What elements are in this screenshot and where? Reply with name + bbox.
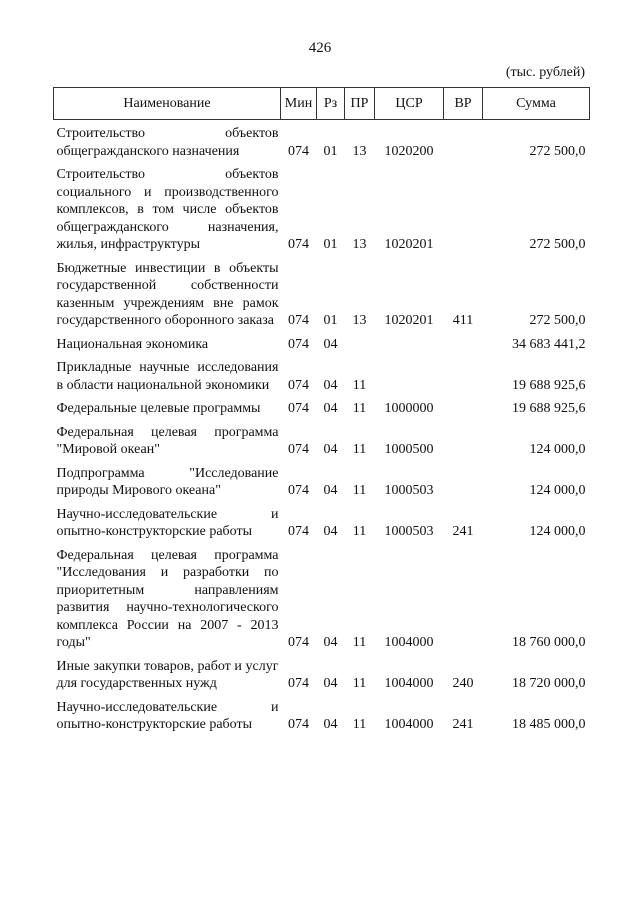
header-pr: ПР	[345, 88, 375, 120]
row-csr: 1000503	[384, 483, 434, 498]
header-vr: ВР	[444, 88, 483, 120]
row-pr: 13	[352, 313, 367, 328]
row-sum: 272 500,0	[529, 313, 586, 328]
row-vr	[444, 161, 483, 255]
row-name: Федеральные целевые программы	[56, 401, 261, 416]
row-csr: 1004000	[384, 676, 434, 691]
row-rz: 04	[323, 336, 338, 352]
row-pr: 11	[352, 717, 367, 732]
row-vr: 241	[452, 524, 474, 539]
row-vr: 240	[452, 676, 474, 691]
units-label: (тыс. рублей)	[505, 65, 585, 80]
row-csr	[375, 331, 444, 355]
row-sum: 18 760 000,0	[512, 635, 586, 650]
row-min: 074	[288, 635, 309, 650]
table-row	[54, 653, 590, 694]
row-vr	[444, 460, 483, 501]
header-name: Наименование	[54, 88, 281, 120]
table-row	[54, 460, 590, 501]
row-sum: 18 485 000,0	[512, 717, 586, 732]
row-pr: 11	[352, 442, 367, 457]
row-name: Федеральная целевая программа "Мировой океан"	[56, 424, 279, 457]
row-min: 074	[288, 336, 309, 352]
row-csr: 1004000	[384, 717, 434, 732]
row-sum: 19 688 925,6	[512, 401, 586, 416]
row-csr: 1000503	[384, 524, 434, 539]
row-min: 074	[288, 313, 309, 328]
row-csr: 1004000	[384, 635, 434, 650]
header-sum: Сумма	[483, 88, 590, 120]
row-pr: 11	[352, 401, 367, 416]
row-vr	[444, 419, 483, 460]
header-csr: ЦСР	[375, 88, 444, 120]
row-sum: 34 683 441,2	[512, 336, 586, 352]
row-vr: 241	[452, 717, 474, 732]
header-rz: Рз	[317, 88, 345, 120]
row-vr	[444, 395, 483, 419]
row-name: Федеральная целевая программа "Исследования и разработки по приоритетным направлениям развития научно-технологического комплекса России на 2007 - 2013 годы"	[56, 547, 279, 650]
row-csr: 1020201	[384, 237, 434, 252]
row-min: 074	[288, 676, 309, 691]
row-sum: 124 000,0	[529, 524, 586, 539]
row-name: Подпрограмма "Исследование природы Мирового океана"	[56, 465, 279, 498]
row-name: Строительство объектов социального и производственного комплексов, в том числе объектов общегражданского назначения, жилья, инфраструктуры	[56, 167, 279, 252]
row-pr: 11	[352, 377, 367, 393]
table-row	[54, 255, 590, 331]
row-sum: 18 720 000,0	[512, 676, 586, 691]
row-pr: 11	[352, 483, 367, 498]
row-vr	[444, 542, 483, 653]
row-name: Научно-исследовательские и опытно-конструкторские работы	[56, 506, 279, 539]
row-sum: 272 500,0	[529, 237, 586, 252]
row-rz: 04	[323, 442, 338, 457]
table-header-row	[54, 88, 590, 120]
row-csr	[375, 354, 444, 395]
row-rz: 04	[323, 401, 338, 416]
row-sum: 272 500,0	[529, 143, 586, 159]
row-vr	[444, 331, 483, 355]
table-row	[54, 354, 590, 395]
row-rz: 01	[323, 143, 338, 159]
row-rz: 01	[323, 237, 338, 252]
row-sum: 19 688 925,6	[512, 377, 586, 393]
table-row	[54, 694, 590, 735]
row-sum: 124 000,0	[529, 483, 586, 498]
row-vr: 411	[452, 313, 474, 328]
table-row	[54, 395, 590, 419]
table-row	[54, 331, 590, 355]
row-rz: 04	[323, 717, 338, 732]
table-row	[54, 419, 590, 460]
row-name: Строительство объектов общегражданского назначения	[56, 126, 279, 159]
row-rz: 04	[323, 676, 338, 691]
row-pr: 13	[352, 143, 367, 159]
row-min: 074	[288, 442, 309, 457]
row-pr: 13	[352, 237, 367, 252]
row-vr	[444, 120, 483, 162]
row-name: Прикладные научные исследования в области национальной экономики	[56, 360, 279, 393]
row-pr: 11	[352, 524, 367, 539]
row-min: 074	[288, 401, 309, 416]
row-name: Иные закупки товаров, работ и услуг для государственных нужд	[56, 658, 279, 691]
table-row	[54, 542, 590, 653]
row-rz: 04	[323, 524, 338, 539]
row-pr: 11	[352, 676, 367, 691]
row-csr: 1020200	[384, 143, 434, 159]
row-pr: 11	[352, 635, 367, 650]
row-csr: 1000000	[384, 401, 434, 416]
row-name: Национальная экономика	[56, 336, 209, 352]
row-min: 074	[288, 237, 309, 252]
row-name: Научно-исследовательские и опытно-конструкторские работы	[56, 699, 279, 732]
table-row	[54, 501, 590, 542]
row-min: 074	[288, 377, 309, 393]
row-min: 074	[288, 524, 309, 539]
header-min: Мин	[281, 88, 317, 120]
table-row	[54, 120, 590, 162]
row-min: 074	[288, 717, 309, 732]
row-rz: 04	[323, 635, 338, 650]
row-min: 074	[288, 483, 309, 498]
row-name: Бюджетные инвестиции в объекты государственной собственности казенным учреждениям вне рамок государственного оборонного заказа	[56, 260, 279, 328]
table-row	[54, 161, 590, 255]
budget-table	[53, 87, 590, 735]
row-rz: 01	[323, 313, 338, 328]
row-rz: 04	[323, 377, 338, 393]
row-csr: 1020201	[384, 313, 434, 328]
row-min: 074	[288, 143, 309, 159]
row-vr	[444, 354, 483, 395]
page-number: 426	[308, 40, 332, 56]
row-pr	[345, 331, 375, 355]
row-rz: 04	[323, 483, 338, 498]
row-sum: 124 000,0	[529, 442, 586, 457]
row-csr: 1000500	[384, 442, 434, 457]
